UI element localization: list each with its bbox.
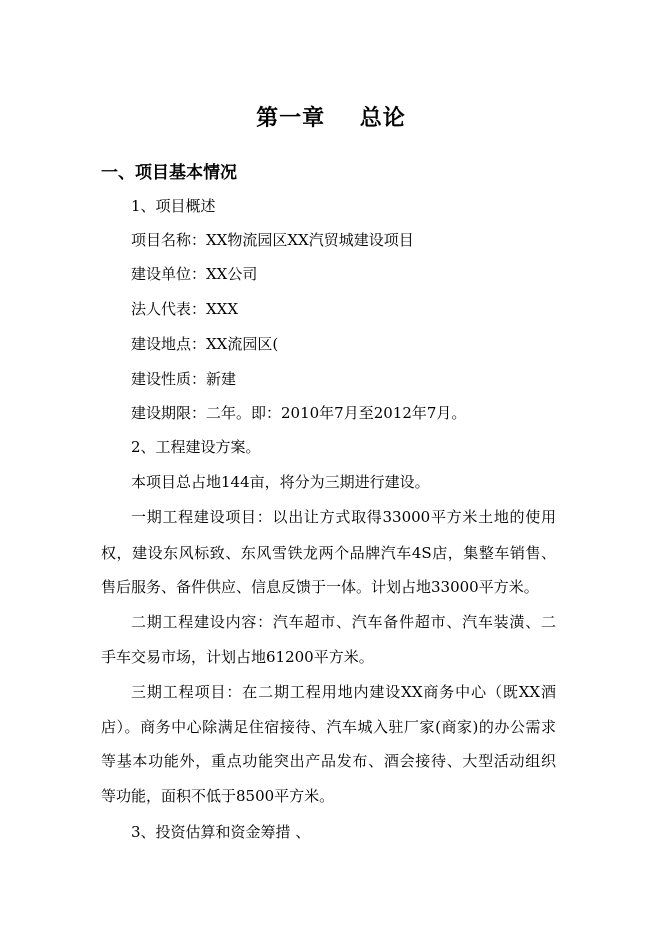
location-line: 建设地点：XX流园区(: [131, 335, 279, 353]
body-line: 二期工程建设内容：汽车超市、汽车备件超市、汽车装潢、二: [131, 613, 556, 631]
body-line: 本项目总占地144亩，将分为三期进行建设。: [131, 473, 430, 491]
section-heading: 一、项目基本情况: [101, 163, 237, 183]
body-line: 一期工程建设项目：以出让方式取得33000平方米土地的使用: [131, 508, 556, 526]
body-line: 手车交易市场，计划占地61200平方米。: [101, 648, 374, 666]
subsection-heading-investment: 3、投资估算和资金筹措 、: [131, 823, 311, 841]
nature-line: 建设性质：新建: [131, 370, 237, 388]
chapter-title: 第一章 总论: [256, 105, 406, 131]
body-line: 等基本功能外，重点功能突出产品发布、酒会接待、大型活动组织: [101, 752, 556, 770]
builder-line: 建设单位：XX公司: [131, 265, 258, 283]
period-line: 建设期限：二年。即：2010年7月至2012年7月。: [131, 404, 467, 422]
body-line: 店）。商务中心除满足住宿接待、汽车城入驻厂家(商家)的办公需求: [101, 718, 556, 736]
subsection-heading-overview: 1、项目概述: [131, 197, 216, 215]
subsection-heading-plan: 2、工程建设方案。: [131, 438, 261, 456]
project-name-line: 项目名称：XX物流园区XX汽贸城建设项目: [131, 231, 414, 249]
body-line: 售后服务、备件供应、信息反馈于一体。计划占地33000平方米。: [101, 578, 539, 596]
body-line: 等功能，面积不低于8500平方米。: [101, 787, 335, 805]
body-line: 权，建设东风标致、东风雪铁龙两个品牌汽车4S店，集整车销售、: [101, 544, 556, 562]
legal-rep-line: 法人代表：XXX: [131, 300, 239, 318]
body-line: 三期工程项目：在二期工程用地内建设XX商务中心（既XX酒: [131, 683, 556, 701]
